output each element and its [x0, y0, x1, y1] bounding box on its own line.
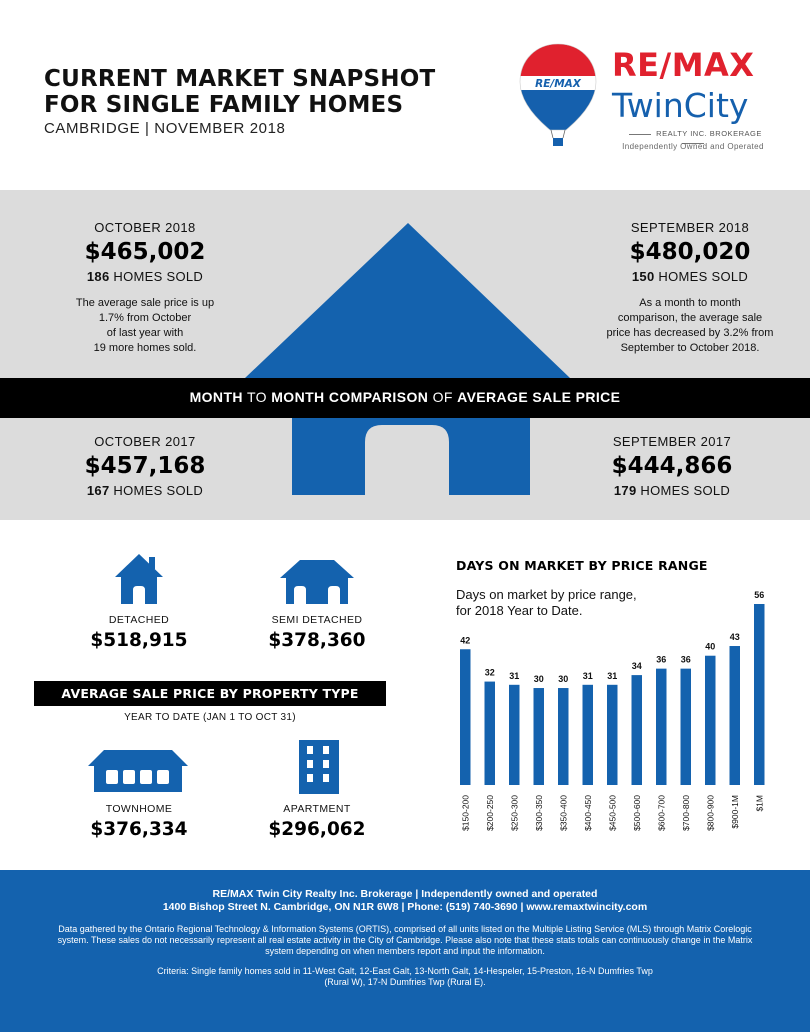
apartment-building-icon: [297, 740, 341, 794]
semi-detached-stat: SEMI DETACHED $378,360: [268, 614, 366, 651]
chart-bar: [754, 604, 765, 785]
footer-address: 1400 Bishop Street N. Cambridge, ON N1R 6W8 | Phone: (519) 740-3690 | www.remaxtwincity.com: [162, 901, 648, 913]
chart-category-label: $1M: [754, 795, 765, 812]
chart-bar: [607, 685, 618, 785]
chart-category-label: $150-200: [460, 795, 471, 831]
chart-bar: [460, 649, 471, 785]
chart-category-label: $500-600: [631, 795, 642, 831]
chart-data-label: 42: [460, 635, 471, 646]
chart-bar: [558, 688, 569, 785]
chart-category-label: $700-800: [680, 795, 691, 831]
chart-bar: [509, 685, 520, 785]
chart-category-label: $900-1M: [729, 795, 740, 829]
chart-data-label: 40: [705, 641, 716, 652]
chart-bar: [632, 675, 643, 785]
chart-data-label: 31: [607, 670, 618, 681]
chart-bar: [681, 669, 692, 785]
chart-bar: [583, 685, 594, 785]
chart-data-label: 31: [509, 670, 520, 681]
chart-bar: [730, 646, 741, 785]
comparison-bar-title: MONTH TO MONTH COMPARISON OF AVERAGE SALE PRICE: [189, 389, 621, 405]
footer-company: RE/MAX Twin City Realty Inc. Brokerage | Independently owned and operated: [212, 888, 598, 900]
logo-name: TwinCity: [612, 86, 749, 125]
stat-october-2017: OCTOBER 2017 $457,168 167 HOMES SOLD: [84, 434, 206, 498]
detached-stat: DETACHED $518,915: [90, 614, 188, 651]
chart-bar: [705, 656, 716, 785]
year-to-date-label: YEAR TO DATE (JAN 1 TO OCT 31): [124, 712, 296, 723]
chart-category-label: $200-250: [484, 795, 495, 831]
chart-category-label: $300-350: [533, 795, 544, 831]
semi-detached-house-icon: [280, 556, 354, 604]
townhome-icon: [88, 746, 188, 792]
chart-category-label: $250-300: [509, 795, 520, 831]
chart-data-label: 30: [533, 674, 544, 685]
remax-balloon-icon: [518, 42, 598, 150]
chart-category-label: $400-450: [582, 795, 593, 831]
chart-data-label: 43: [729, 632, 740, 643]
stat-september-2018: SEPTEMBER 2018 $480,020 150 HOMES SOLD As a month to month comparison, the average sale price has decreased by 3.2% from September to October 2018.: [590, 220, 790, 356]
chart-data-label: 56: [754, 590, 765, 600]
footer-disclaimer: Data gathered by the Ontario Regional Technology & Information Systems (ORTIS), comprised of all units listed on the Multiple Listing Service (MLS) through Matrix Corelogic system. These sales do not necessarily represent all real estate activity in the City of Cambridge. Please also note that these stats totals can continuously change in the Matrix system depending on when members report and input the information.: [57, 924, 753, 956]
title-line-1: CURRENT MARKET SNAPSHOT: [44, 66, 436, 92]
chart-data-label: 30: [558, 674, 569, 685]
page-subtitle: CAMBRIDGE | NOVEMBER 2018: [44, 120, 286, 137]
chart-category-label: $450-500: [607, 795, 618, 831]
page-title: [44, 66, 435, 118]
chart-data-label: 31: [582, 670, 593, 681]
logo-tagline-1: REALTY INC. BROKERAGE: [612, 129, 774, 147]
title-line-2: FOR SINGLE FAMILY HOMES: [44, 92, 404, 118]
chart-title: DAYS ON MARKET BY PRICE RANGE: [456, 558, 708, 573]
chart-subtitle: Days on market by price range, for 2018 Year to Date.: [456, 587, 637, 618]
chart-bar: [534, 688, 545, 785]
townhome-stat: TOWNHOME $376,334: [90, 803, 188, 840]
chart-bar: [485, 682, 496, 785]
property-type-bar-title: AVERAGE SALE PRICE BY PROPERTY TYPE: [34, 681, 386, 706]
detached-house-icon: [113, 552, 165, 604]
footer-criteria: Criteria: Single family homes sold in 11-West Galt, 12-East Galt, 13-North Galt, 14-Hespeler, 15-Preston, 16-N Dumfries Twp (Rural W), 17-N Dumfries Twp (Rural E).: [157, 966, 653, 987]
footer: [0, 870, 810, 1032]
stat-october-2018: OCTOBER 2018 $465,002 186 HOMES SOLD The average sale price is up 1.7% from October of last year with 19 more homes sold.: [50, 220, 240, 356]
chart-category-label: $350-400: [558, 795, 569, 831]
chart-data-label: 36: [680, 654, 691, 665]
apartment-stat: APARTMENT $296,062: [268, 803, 366, 840]
chart-data-label: 36: [656, 654, 667, 665]
stat-description: The average sale price is up 1.7% from October of last year with 19 more homes sold.: [75, 297, 215, 354]
logo-tagline-2: Independently Owned and Operated: [622, 142, 764, 151]
chart-data-label: 34: [631, 661, 642, 672]
days-on-market-chart: [450, 580, 780, 840]
balloon-logo-text: RE/MAX: [535, 78, 581, 90]
logo-brand: RE/MAX: [612, 46, 755, 84]
chart-category-label: $800-900: [705, 795, 716, 831]
stat-description: As a month to month comparison, the average sale price has decreased by 3.2% from September to October 2018.: [606, 297, 774, 354]
stat-september-2017: SEPTEMBER 2017 $444,866 179 HOMES SOLD: [611, 434, 733, 498]
chart-bar: [656, 669, 667, 785]
chart-data-label: 32: [484, 667, 495, 678]
chart-category-label: $600-700: [656, 795, 667, 831]
